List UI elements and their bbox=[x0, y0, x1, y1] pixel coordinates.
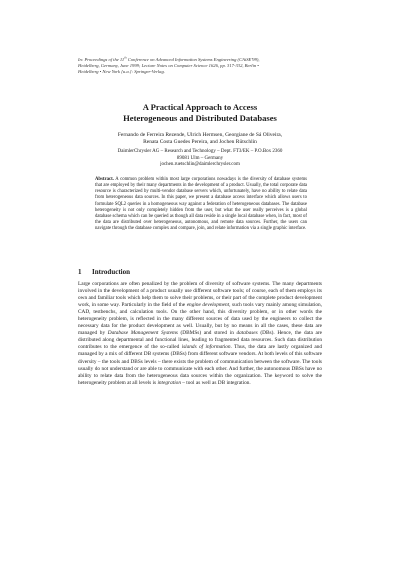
body-text-6: – tool as well as DB integration. bbox=[180, 379, 251, 386]
header-line-3: Heidelberg • New York [u.a.]: Springer-Verlag. bbox=[78, 69, 165, 75]
header-line-2: Heidelberg, Germany, June 1999; Lecture Notes on Computer Science 1626, pp. 317-332, Berlin • bbox=[78, 63, 259, 69]
header-line-1-text: In: Proceedings of the 11 bbox=[78, 57, 125, 62]
header-line-1-rest: Conference on Advanced Information Systems Engineering (CAiSE'99), bbox=[126, 57, 260, 62]
body-emphasis-5: integration bbox=[157, 379, 181, 386]
author-list bbox=[60, 132, 340, 147]
authors-line-1: Fernando de Ferreira Rezende, Ulrich Hermsen, Georgiane de Sá Oliveira, bbox=[117, 132, 283, 138]
abstract bbox=[95, 177, 307, 232]
section-title: Introduction bbox=[92, 268, 130, 276]
body-emphasis-3: databases bbox=[236, 330, 258, 337]
body-emphasis-1: engine development bbox=[186, 302, 230, 309]
title-line-2: Heterogeneous and Distributed Databases bbox=[123, 112, 277, 123]
title-line-1: A Practical Approach to Access bbox=[142, 102, 258, 112]
affiliation-line-2: 89081 Ulm – Germany bbox=[176, 155, 224, 161]
section-heading bbox=[78, 268, 328, 276]
body-text-3: (DBMSs) and stored in bbox=[177, 330, 237, 337]
body-emphasis-2: Database Management Systems bbox=[107, 330, 178, 337]
author-email: jochen.ruetschlin@daimlerchrysler.com bbox=[160, 162, 240, 168]
body-text-1: Large corporations are often penalized by the problem of diversity of software systems. The many departments involved in the development of a product usually use different software tools; of course, each of them employs its own and familiar tools which help them to solve their problems, or their part of the complete product development work, in some way. Particularly in the field of the bbox=[78, 281, 322, 309]
abstract-text: A common problem within most large corporations nowadays is the diversity of database systems that are employed by their many departments in the development of a product. Usually, the total corporate data resource is characterized by multi-vendor database servers which, unfortunately, have no ability to relate data from heterogeneous data sources. In this paper, we present a database access interface which allows users to formulate SQL2 queries in a homogeneous way against a federation of heterogeneous databases. The database heterogeneity is not only completely hidden from the user, but what the user really perceives is a global database schema which can be queried as though all data reside in a single local database when, in fact, most of the data are distributed over heterogeneous, autonomous, and remote data sources. Further, the users can navigate through the database complex and compare, join, and relate information via a single graphic interface. bbox=[95, 177, 307, 232]
body-text-5: . Thus, the data are lastly organized and managed by a mix of different DB systems (DBSs) from different software vendors. At both levels of this software diversity – the tools and DBSs levels – there exists the problem of communication between the software. The tools usually do not understand or are able to communicate with each other. And further, the autonomous DBSs have no ability to relate data from the heterogeneous data sources within the organization. The keyword to solve the heterogeneity problem at all levels is bbox=[78, 344, 322, 386]
header-superscript: th bbox=[124, 55, 127, 60]
body-text-4: (DBs). Hence, the data are distributed along departmental and functional lines, leading to fragmented data resources. Such data distribution contributes to the emergence of the so-called bbox=[78, 330, 322, 351]
proceedings-header bbox=[78, 57, 334, 75]
section-number: 1 bbox=[78, 268, 82, 276]
abstract-label: Abstract. bbox=[95, 177, 114, 182]
authors-line-2: Renata Costa Guedes Pereira, and Jochen Rütschlin bbox=[143, 139, 257, 146]
affiliation-line-1: DaimlerChrysler AG – Research and Technology – Dept. FT3/EK – P.O.Box 2360 bbox=[117, 149, 283, 154]
affiliation bbox=[60, 149, 340, 169]
body-text-2: , such tools vary mainly among simulation, CAD, testbenchs, and calculation tools. On the other hand, this diversity problem, or in other words the heterogeneity problem, is reflected in the many different sources of data used by the engineers to collect the necessary data for the product development as well. Usually, but by no means in all the cases, these data are managed by bbox=[78, 302, 322, 337]
body-paragraph bbox=[78, 281, 322, 387]
paper-title bbox=[60, 102, 340, 123]
body-emphasis-4: islands of information bbox=[181, 344, 231, 351]
